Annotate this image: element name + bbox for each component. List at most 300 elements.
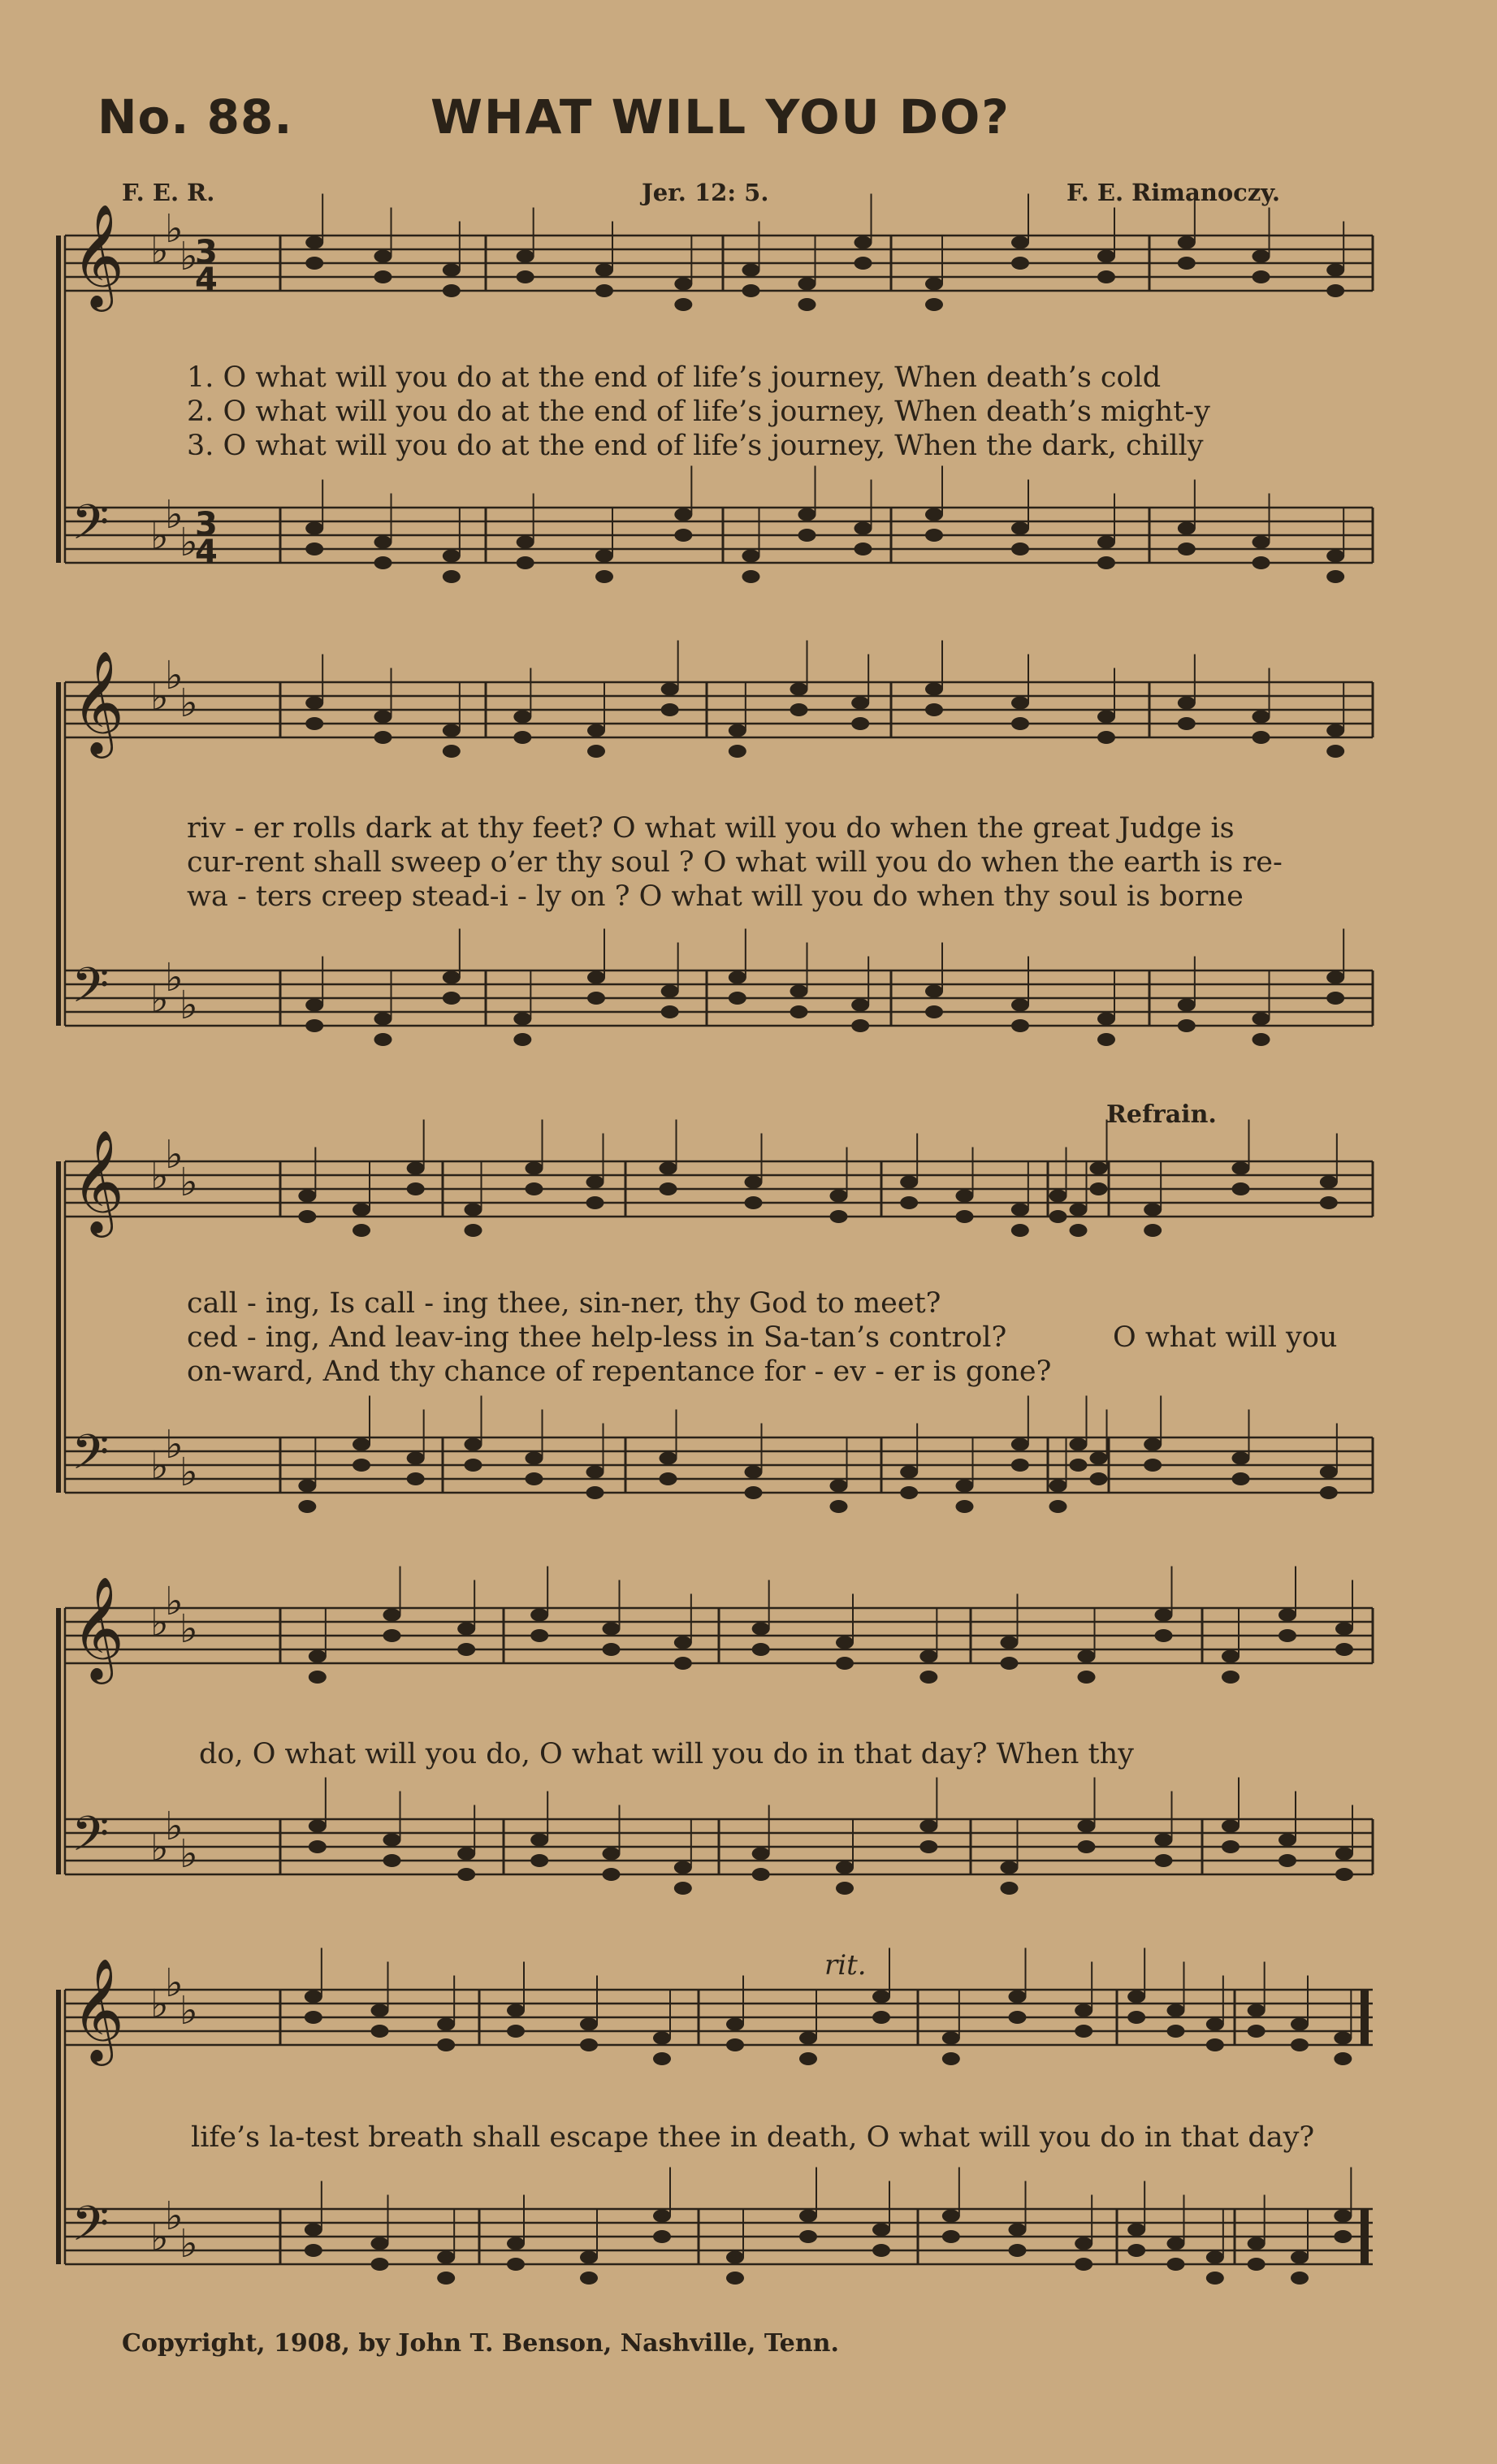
notehead — [305, 236, 323, 249]
notehead — [942, 2052, 960, 2065]
flat-sign-icon: ♭ — [150, 513, 169, 559]
notehead — [745, 1196, 763, 1209]
copyright-notice: Copyright, 1908, by John T. Benson, Nashville, Tenn. — [122, 2329, 839, 2358]
notehead — [580, 2251, 598, 2264]
notehead — [799, 2052, 817, 2065]
notehead — [517, 250, 534, 263]
notehead — [1320, 1486, 1338, 1499]
system-4-lyric: do, O what will you do, O what will you do in that day? When thy — [199, 1738, 1134, 1770]
notehead — [726, 2038, 744, 2051]
lyricist-credit: F. E. R. — [122, 179, 215, 206]
notehead — [1335, 1623, 1353, 1636]
notehead — [919, 1820, 937, 1833]
notehead — [942, 2032, 960, 2045]
system-2-verse-3: wa - ters creep stead-i - ly on ? O what will you do when thy soul is borne — [187, 880, 1244, 913]
notehead — [586, 1466, 604, 1479]
notehead — [855, 543, 872, 555]
system-3-verse-2: ced - ing, And leav-ing thee help-less in Sa-tan’s control? — [187, 1321, 1007, 1354]
notehead — [660, 1182, 677, 1195]
notehead — [513, 1033, 531, 1046]
notehead — [1011, 543, 1029, 555]
notehead — [603, 1868, 621, 1881]
notehead — [660, 1452, 677, 1465]
notehead — [587, 971, 605, 984]
flat-sign-icon: ♭ — [180, 1831, 198, 1877]
notehead — [653, 2052, 671, 2065]
notehead — [1049, 1190, 1067, 1203]
notehead — [1291, 2018, 1309, 2031]
notehead — [1097, 270, 1115, 283]
notehead — [1178, 697, 1196, 710]
notehead — [1075, 2025, 1092, 2038]
notehead — [383, 1834, 401, 1847]
notehead — [1070, 1204, 1088, 1217]
notehead — [674, 508, 692, 521]
notehead — [465, 1224, 482, 1237]
notehead — [661, 683, 679, 696]
notehead — [872, 2244, 890, 2257]
notehead — [1253, 1013, 1270, 1026]
notehead — [1090, 1452, 1108, 1465]
notehead — [1144, 1438, 1162, 1451]
notehead — [595, 570, 613, 583]
flat-sign-icon: ♭ — [150, 674, 169, 720]
notehead — [1222, 1650, 1240, 1663]
notehead — [305, 697, 323, 710]
notehead — [1097, 1013, 1115, 1026]
notehead — [925, 529, 943, 542]
notehead — [1167, 2025, 1185, 2038]
notehead — [526, 1452, 543, 1465]
notehead — [1178, 257, 1196, 270]
notehead — [1078, 1650, 1096, 1663]
notehead — [1097, 556, 1115, 569]
notehead — [836, 1882, 854, 1895]
notehead — [1335, 1643, 1353, 1656]
notehead — [309, 1650, 327, 1663]
notehead — [1178, 717, 1196, 730]
notehead — [925, 278, 943, 291]
notehead — [1222, 1840, 1240, 1853]
notehead — [1326, 284, 1344, 297]
notehead — [443, 264, 461, 277]
notehead — [674, 1657, 692, 1670]
notehead — [661, 703, 679, 716]
notehead — [872, 2011, 890, 2024]
notehead — [674, 1882, 692, 1895]
bass-clef-icon: 𝄢 — [71, 494, 110, 562]
treble-clef-icon: 𝄞 — [71, 650, 125, 754]
notehead — [443, 745, 461, 758]
notehead — [595, 264, 613, 277]
notehead — [798, 278, 816, 291]
notehead — [830, 1190, 848, 1203]
notehead — [729, 992, 746, 1005]
notehead — [1178, 999, 1196, 1012]
notehead — [674, 298, 692, 311]
flat-sign-icon: ♭ — [150, 2215, 169, 2260]
flat-sign-icon: ♭ — [180, 1450, 198, 1495]
notehead — [374, 1033, 392, 1046]
flat-sign-icon: ♭ — [165, 653, 184, 698]
notehead — [1326, 992, 1344, 1005]
notehead — [1326, 264, 1344, 277]
notehead — [752, 1868, 770, 1881]
notehead — [1232, 1472, 1250, 1485]
notehead — [1075, 2237, 1092, 2250]
notehead — [586, 1486, 604, 1499]
treble-clef-icon: 𝄞 — [71, 1129, 125, 1233]
notehead — [830, 1210, 848, 1223]
notehead — [1011, 1459, 1029, 1472]
notehead — [526, 1162, 543, 1175]
notehead — [595, 284, 613, 297]
system-1-verse-1: 1. O what will you do at the end of life’s journey, When death’s cold — [187, 361, 1162, 394]
notehead — [1049, 1480, 1067, 1493]
notehead — [674, 529, 692, 542]
notehead — [1248, 2025, 1266, 2038]
notehead — [1155, 1834, 1173, 1847]
notehead — [1144, 1459, 1162, 1472]
flat-sign-icon: ♭ — [165, 1579, 184, 1624]
notehead — [729, 745, 746, 758]
notehead — [855, 257, 872, 270]
notehead — [305, 543, 323, 555]
flat-sign-icon: ♭ — [150, 1153, 169, 1199]
notehead — [353, 1204, 370, 1217]
flat-sign-icon: ♭ — [165, 955, 184, 1001]
notehead — [1178, 522, 1196, 535]
notehead — [1049, 1210, 1067, 1223]
notehead — [1232, 1452, 1250, 1465]
bass-clef-icon: 𝄢 — [71, 957, 110, 1025]
notehead — [374, 1013, 392, 1026]
flat-sign-icon: ♭ — [180, 681, 198, 726]
scripture-reference: Jer. 12: 5. — [642, 179, 769, 206]
notehead — [1320, 1196, 1338, 1209]
hymn-title: WHAT WILL YOU DO? — [430, 89, 1010, 145]
notehead — [586, 1176, 604, 1189]
notehead — [309, 1840, 327, 1853]
system-1-verse-2: 2. O what will you do at the end of life’s journey, When death’s might-y — [187, 396, 1210, 428]
notehead — [1078, 1671, 1096, 1684]
notehead — [1232, 1162, 1250, 1175]
notehead — [1326, 971, 1344, 984]
flat-sign-icon: ♭ — [150, 1443, 169, 1489]
notehead — [374, 270, 392, 283]
notehead — [1090, 1182, 1108, 1195]
notehead — [942, 2210, 960, 2223]
notehead — [1326, 570, 1344, 583]
notehead — [1009, 1991, 1027, 2004]
notehead — [383, 1609, 401, 1622]
notehead — [1078, 1820, 1096, 1833]
notehead — [1009, 2224, 1027, 2237]
notehead — [1090, 1472, 1108, 1485]
notehead — [1253, 556, 1270, 569]
notehead — [1144, 1224, 1162, 1237]
notehead — [799, 2230, 817, 2243]
time-signature: 4 — [195, 534, 218, 571]
notehead — [443, 570, 461, 583]
notehead — [1075, 2004, 1092, 2017]
notehead — [1279, 1629, 1296, 1642]
notehead — [603, 1623, 621, 1636]
notehead — [443, 724, 461, 737]
hymn-number: No. 88. — [97, 89, 293, 145]
notehead — [745, 1486, 763, 1499]
notehead — [956, 1190, 974, 1203]
notehead — [1011, 1224, 1029, 1237]
notehead — [305, 257, 323, 270]
flat-sign-icon: ♭ — [165, 1804, 184, 1849]
treble-clef-icon: 𝄞 — [71, 1957, 125, 2061]
notehead — [298, 1190, 316, 1203]
bass-clef-icon: 𝄢 — [71, 1424, 110, 1492]
notehead — [374, 711, 392, 724]
notehead — [437, 2038, 455, 2051]
notehead — [1144, 1204, 1162, 1217]
flat-sign-icon: ♭ — [165, 2194, 184, 2239]
flat-sign-icon: ♭ — [165, 1132, 184, 1178]
notehead — [580, 2038, 598, 2051]
notehead — [1011, 1204, 1029, 1217]
notehead — [298, 1500, 316, 1513]
notehead — [919, 1650, 937, 1663]
notehead — [1335, 1868, 1353, 1881]
notehead — [1279, 1609, 1296, 1622]
notehead — [513, 1013, 531, 1026]
notehead — [919, 1840, 937, 1853]
notehead — [1334, 2052, 1352, 2065]
notehead — [1320, 1176, 1338, 1189]
notehead — [1167, 2258, 1185, 2271]
notehead — [729, 971, 746, 984]
notehead — [830, 1500, 848, 1513]
notehead — [603, 1643, 621, 1656]
notehead — [507, 2237, 525, 2250]
notehead — [674, 1636, 692, 1649]
notehead — [1011, 999, 1029, 1012]
notehead — [1253, 536, 1270, 549]
notehead — [587, 724, 605, 737]
flat-sign-icon: ♭ — [165, 492, 184, 538]
flat-sign-icon: ♭ — [150, 1600, 169, 1645]
notehead — [1222, 1671, 1240, 1684]
notehead — [371, 2025, 389, 2038]
notehead — [925, 1005, 943, 1018]
flat-sign-icon: ♭ — [180, 1988, 198, 2034]
notehead — [726, 2272, 744, 2285]
notehead — [530, 1629, 548, 1642]
notehead — [437, 2018, 455, 2031]
notehead — [1206, 2251, 1224, 2264]
notehead — [742, 570, 760, 583]
notehead — [443, 550, 461, 563]
notehead — [309, 1671, 327, 1684]
notehead — [1155, 1629, 1173, 1642]
notehead — [653, 2210, 671, 2223]
notehead — [1127, 2224, 1145, 2237]
notehead — [925, 703, 943, 716]
notehead — [900, 1196, 918, 1209]
notehead — [526, 1472, 543, 1485]
notehead — [851, 697, 869, 710]
notehead — [790, 1005, 808, 1018]
notehead — [836, 1657, 854, 1670]
notehead — [1232, 1182, 1250, 1195]
notehead — [1097, 250, 1115, 263]
treble-clef-icon: 𝄞 — [71, 1576, 125, 1679]
notehead — [925, 298, 943, 311]
notehead — [872, 1991, 890, 2004]
flat-sign-icon: ♭ — [180, 1606, 198, 1652]
notehead — [1253, 250, 1270, 263]
notehead — [371, 2004, 389, 2017]
flat-sign-icon: ♭ — [150, 227, 169, 273]
notehead — [851, 717, 869, 730]
notehead — [900, 1176, 918, 1189]
notehead — [1078, 1840, 1096, 1853]
notehead — [674, 1861, 692, 1874]
notehead — [580, 2272, 598, 2285]
notehead — [729, 724, 746, 737]
notehead — [437, 2251, 455, 2264]
notehead — [900, 1466, 918, 1479]
notehead — [661, 1005, 679, 1018]
notehead — [298, 1210, 316, 1223]
notehead — [1011, 236, 1029, 249]
notehead — [1155, 1609, 1173, 1622]
notehead — [830, 1480, 848, 1493]
notehead — [443, 284, 461, 297]
notehead — [530, 1854, 548, 1867]
notehead — [1011, 522, 1029, 535]
system-3-verse-1: call - ing, Is call - ing thee, sin-ner, thy God to meet? — [187, 1287, 941, 1320]
bass-clef-icon: 𝄢 — [71, 1805, 110, 1874]
notehead — [1011, 1019, 1029, 1032]
notehead — [1326, 724, 1344, 737]
notehead — [371, 2237, 389, 2250]
notehead — [1279, 1834, 1296, 1847]
notehead — [1097, 731, 1115, 744]
notehead — [305, 717, 323, 730]
notehead — [1075, 2258, 1092, 2271]
notehead — [1248, 2004, 1266, 2017]
notehead — [507, 2025, 525, 2038]
notehead — [1011, 1438, 1029, 1451]
notehead — [851, 999, 869, 1012]
flat-sign-icon: ♭ — [180, 983, 198, 1028]
notehead — [1127, 1991, 1145, 2004]
notehead — [925, 985, 943, 998]
system-5-lyric: life’s la-test breath shall escape thee in death, O what will you do in that day? — [191, 2121, 1315, 2154]
flat-sign-icon: ♭ — [180, 1160, 198, 1205]
notehead — [799, 2210, 817, 2223]
notehead — [745, 1466, 763, 1479]
notehead — [443, 971, 461, 984]
notehead — [407, 1472, 425, 1485]
notehead — [742, 284, 760, 297]
notehead — [1253, 711, 1270, 724]
notehead — [305, 2011, 322, 2024]
notehead — [726, 2018, 744, 2031]
notehead — [855, 236, 872, 249]
notehead — [407, 1452, 425, 1465]
notehead — [1001, 1657, 1019, 1670]
notehead — [407, 1182, 425, 1195]
flat-sign-icon: ♭ — [180, 234, 198, 279]
notehead — [1178, 1019, 1196, 1032]
notehead — [1001, 1636, 1019, 1649]
notehead — [660, 1162, 677, 1175]
notehead — [790, 683, 808, 696]
notehead — [674, 278, 692, 291]
bass-clef-icon: 𝄢 — [71, 2195, 110, 2263]
notehead — [752, 1643, 770, 1656]
notehead — [517, 270, 534, 283]
notehead — [383, 1629, 401, 1642]
notehead — [1253, 731, 1270, 744]
notehead — [1248, 2237, 1266, 2250]
notehead — [507, 2258, 525, 2271]
notehead — [1248, 2258, 1266, 2271]
notehead — [1291, 2251, 1309, 2264]
time-signature: 3 — [195, 506, 218, 543]
notehead — [443, 992, 461, 1005]
notehead — [1167, 2237, 1185, 2250]
notehead — [374, 250, 392, 263]
refrain-pickup-lyric: O what will you — [1113, 1321, 1338, 1354]
composer-credit: F. E. Rimanoczy. — [1067, 179, 1280, 206]
notehead — [1206, 2018, 1224, 2031]
notehead — [353, 1224, 370, 1237]
notehead — [530, 1834, 548, 1847]
flat-sign-icon: ♭ — [150, 976, 169, 1022]
notehead — [1167, 2004, 1185, 2017]
notehead — [1155, 1854, 1173, 1867]
notehead — [353, 1438, 370, 1451]
notehead — [872, 2224, 890, 2237]
notehead — [1097, 711, 1115, 724]
notehead — [1097, 1033, 1115, 1046]
notehead — [790, 985, 808, 998]
notehead — [1335, 1848, 1353, 1861]
notehead — [742, 550, 760, 563]
notehead — [1011, 697, 1029, 710]
notehead — [660, 1472, 677, 1485]
notehead — [855, 522, 872, 535]
notehead — [1206, 2038, 1224, 2051]
notehead — [925, 683, 943, 696]
notehead — [836, 1636, 854, 1649]
notehead — [586, 1196, 604, 1209]
notehead — [956, 1500, 974, 1513]
refrain-label: Refrain. — [1106, 1100, 1217, 1129]
notehead — [798, 508, 816, 521]
notehead — [1009, 2244, 1027, 2257]
notehead — [1127, 2244, 1145, 2257]
flat-sign-icon: ♭ — [165, 206, 184, 252]
notehead — [1011, 257, 1029, 270]
notehead — [1127, 2011, 1145, 2024]
notehead — [752, 1848, 770, 1861]
notehead — [517, 536, 534, 549]
treble-clef-icon: 𝄞 — [71, 203, 125, 307]
notehead — [457, 1848, 475, 1861]
notehead — [298, 1480, 316, 1493]
notehead — [900, 1486, 918, 1499]
